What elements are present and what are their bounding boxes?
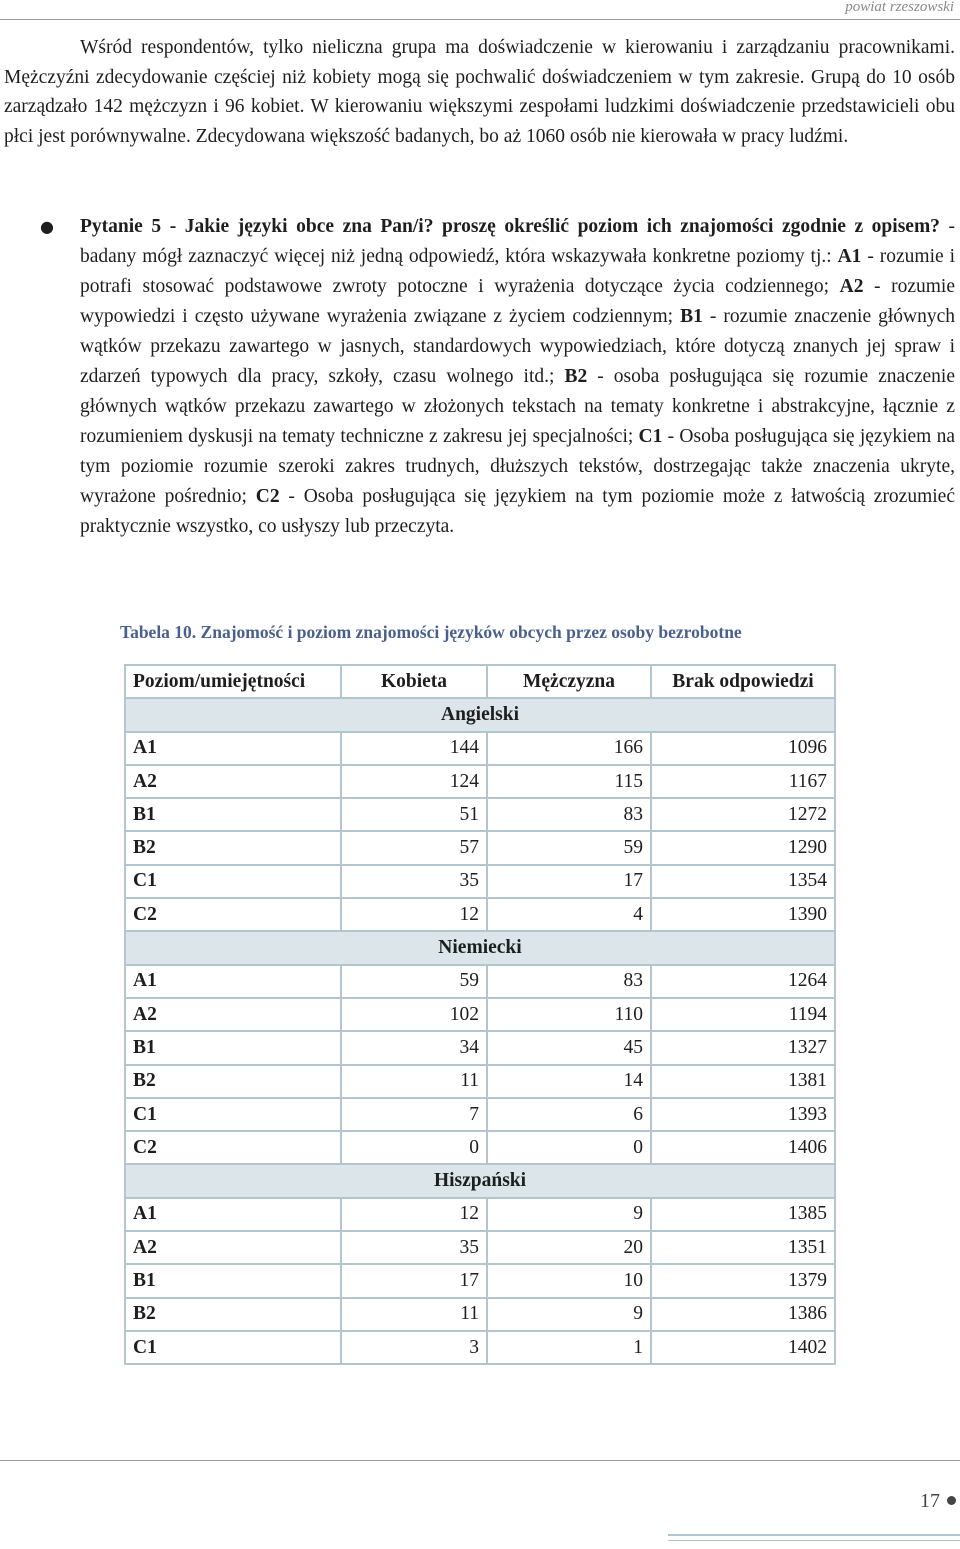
header-male: Mężczyzna: [487, 665, 651, 698]
level-cell: B2: [125, 1065, 341, 1098]
language-group-label: Angielski: [125, 698, 835, 731]
count-cell: 9: [487, 1298, 651, 1331]
count-cell: 1351: [651, 1231, 835, 1264]
level-description: - Osoba posługująca się językiem na tym poziomie może z łatwością zrozumieć praktycznie wszystko, co usłyszy lub przeczyta.: [80, 486, 955, 537]
level-code: B1: [680, 306, 703, 327]
count-cell: 83: [487, 798, 651, 831]
question-bullet: [80, 212, 955, 542]
table-group-row: [125, 1164, 835, 1197]
footer-decoration-thin: [668, 1540, 960, 1541]
count-cell: 1393: [651, 1098, 835, 1131]
table-row: [125, 1231, 835, 1264]
table-row: [125, 1298, 835, 1331]
count-cell: 11: [341, 1065, 487, 1098]
count-cell: 14: [487, 1065, 651, 1098]
level-cell: A1: [125, 965, 341, 998]
count-cell: 1381: [651, 1065, 835, 1098]
count-cell: 1290: [651, 831, 835, 864]
level-cell: B2: [125, 831, 341, 864]
page-number: 17: [920, 1490, 940, 1512]
level-cell: A2: [125, 765, 341, 798]
count-cell: 7: [341, 1098, 487, 1131]
level-code: A2: [839, 276, 864, 297]
table-row: [125, 732, 835, 765]
count-cell: 0: [487, 1131, 651, 1164]
count-cell: 57: [341, 831, 487, 864]
count-cell: 12: [341, 898, 487, 931]
level-description: - Osoba posługująca się językiem na tym poziomie rozumie szeroki zakres trudnych, dłuższych tekstów, dostrzegając także znaczenia ukryte, wyrażone pośrednio;: [80, 426, 955, 507]
count-cell: 1: [487, 1331, 651, 1364]
table-row: [125, 798, 835, 831]
level-code: C2: [255, 486, 280, 507]
table-row: [125, 765, 835, 798]
header-no-answer: Brak odpowiedzi: [651, 665, 835, 698]
count-cell: 166: [487, 732, 651, 765]
table-row: [125, 865, 835, 898]
language-group-label: Hiszpański: [125, 1164, 835, 1197]
page-bullet-icon: [947, 1496, 956, 1505]
footer-decoration: [668, 1534, 960, 1536]
table-row: [125, 998, 835, 1031]
count-cell: 144: [341, 732, 487, 765]
count-cell: 35: [341, 865, 487, 898]
table-row: [125, 1065, 835, 1098]
count-cell: 1272: [651, 798, 835, 831]
table-row: [125, 831, 835, 864]
table-caption: Tabela 10. Znajomość i poziom znajomości języków obcych przez osoby bezrobotne: [120, 622, 742, 642]
count-cell: 1386: [651, 1298, 835, 1331]
level-code: B2: [564, 366, 588, 387]
count-cell: 102: [341, 998, 487, 1031]
count-cell: 1194: [651, 998, 835, 1031]
table-group-row: [125, 931, 835, 964]
count-cell: 1096: [651, 732, 835, 765]
question-text: Pytanie 5 - Jakie języki obce zna Pan/i? proszę określić poziom ich znajomości zgodnie z opisem?: [80, 216, 940, 237]
count-cell: 115: [487, 765, 651, 798]
level-descriptions: [80, 246, 955, 537]
running-header: powiat rzeszowski: [845, 0, 954, 15]
count-cell: 1379: [651, 1264, 835, 1297]
count-cell: 12: [341, 1198, 487, 1231]
count-cell: 51: [341, 798, 487, 831]
table-row: [125, 1264, 835, 1297]
table-row: [125, 1031, 835, 1064]
level-cell: C2: [125, 898, 341, 931]
count-cell: 11: [341, 1298, 487, 1331]
table-row: [125, 898, 835, 931]
count-cell: 83: [487, 965, 651, 998]
count-cell: 1402: [651, 1331, 835, 1364]
language-group-label: Niemiecki: [125, 931, 835, 964]
count-cell: 59: [341, 965, 487, 998]
count-cell: 1385: [651, 1198, 835, 1231]
level-description: - rozumie i potrafi stosować podstawowe zwroty potoczne i wyrażenia dotyczące życia codziennego;: [80, 246, 955, 297]
count-cell: 35: [341, 1231, 487, 1264]
count-cell: 3: [341, 1331, 487, 1364]
level-cell: C1: [125, 1331, 341, 1364]
level-cell: A1: [125, 1198, 341, 1231]
count-cell: 45: [487, 1031, 651, 1064]
table-row: [125, 1198, 835, 1231]
table-row: [125, 965, 835, 998]
count-cell: 59: [487, 831, 651, 864]
level-description: - rozumie znaczenie głównych wątków przekazu zawartego w jasnych, standardowych wypowiedziach, które dotyczą znanych jej spraw i zdarzeń typowych dla pracy, szkoły, czasu wolnego itd.;: [80, 306, 956, 387]
count-cell: 1167: [651, 765, 835, 798]
count-cell: 9: [487, 1198, 651, 1231]
count-cell: 1264: [651, 965, 835, 998]
count-cell: 34: [341, 1031, 487, 1064]
level-cell: B2: [125, 1298, 341, 1331]
count-cell: 1354: [651, 865, 835, 898]
count-cell: 124: [341, 765, 487, 798]
count-cell: 17: [341, 1264, 487, 1297]
level-cell: C1: [125, 1098, 341, 1131]
level-cell: C2: [125, 1131, 341, 1164]
level-cell: A2: [125, 998, 341, 1031]
level-cell: A2: [125, 1231, 341, 1264]
header-level: Poziom/umiejętności: [125, 665, 341, 698]
level-description: - rozumie wypowiedzi i często używane wyrażenia związane z życiem codziennym;: [80, 276, 955, 327]
header-rule: [0, 19, 960, 20]
level-code: A1: [837, 246, 862, 267]
count-cell: 10: [487, 1264, 651, 1297]
level-cell: B1: [125, 1031, 341, 1064]
language-table: [124, 664, 836, 1365]
level-cell: B1: [125, 798, 341, 831]
intro-paragraph: Wśród respondentów, tylko nieliczna grupa ma doświadczenie w kierowaniu i zarządzaniu pracownikami. Mężczyźni zdecydowanie częściej niż kobiety mogą się pochwalić doświadczeniem w tym zakresie. Grupą do 10 osób zarządzało 142 mężczyzn i 96 kobiet. W kierowaniu większymi zespołami ludzkimi doświadczenie przedstawicieli obu płci jest porównywalne. Zdecydowana większość badanych, bo aż 1060 osób nie kierowała w pracy ludźmi.: [4, 37, 955, 148]
level-code: C1: [638, 426, 663, 447]
table-group-row: [125, 698, 835, 731]
footer-rule: [0, 1460, 960, 1461]
level-description: - osoba posługująca się rozumie znaczenie głównych wątków przekazu zawartego w złożonych tekstach na tematy konkretne i abstrakcyjne, łącznie z rozumieniem dyskusji na tematy techniczne z zakresu jej specjalności;: [80, 366, 955, 447]
count-cell: 1406: [651, 1131, 835, 1164]
count-cell: 17: [487, 865, 651, 898]
table-row: [125, 1098, 835, 1131]
table-row: [125, 1331, 835, 1364]
table-row: [125, 1131, 835, 1164]
count-cell: 1327: [651, 1031, 835, 1064]
count-cell: 4: [487, 898, 651, 931]
count-cell: 6: [487, 1098, 651, 1131]
count-cell: 20: [487, 1231, 651, 1264]
level-cell: C1: [125, 865, 341, 898]
table-header-row: [125, 665, 835, 698]
level-cell: A1: [125, 732, 341, 765]
question-intro: - badany mógł zaznaczyć więcej niż jedną odpowiedź, która wskazywała konkretne poziomy tj.:: [80, 216, 955, 267]
level-cell: B1: [125, 1264, 341, 1297]
count-cell: 0: [341, 1131, 487, 1164]
count-cell: 110: [487, 998, 651, 1031]
header-female: Kobieta: [341, 665, 487, 698]
count-cell: 1390: [651, 898, 835, 931]
bullet-icon: ●: [40, 217, 54, 236]
